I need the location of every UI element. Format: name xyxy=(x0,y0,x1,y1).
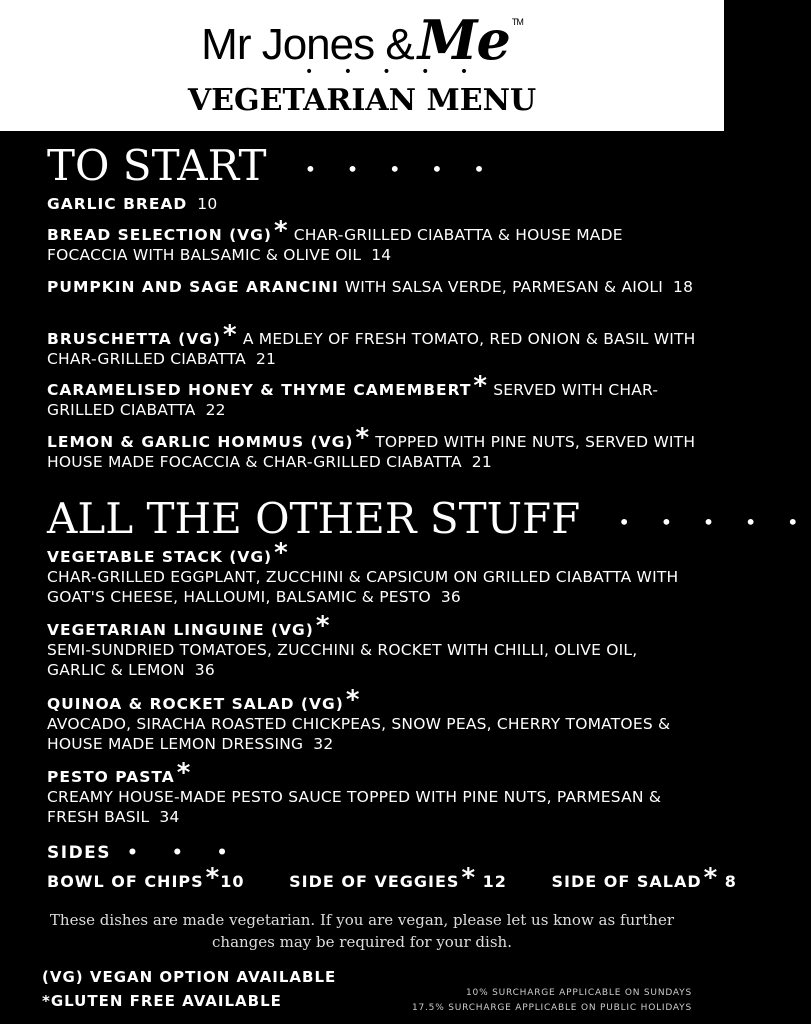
item-name: VEGETARIAN LINGUINE (VG) xyxy=(47,621,314,639)
item-name: PESTO PASTA xyxy=(47,768,175,786)
section-title-text: ALL THE OTHER STUFF xyxy=(47,494,581,543)
item-price: 32 xyxy=(313,735,334,753)
item-name: BRUSCHETTA (VG) xyxy=(47,330,222,348)
menu-item xyxy=(47,611,697,680)
menu-header xyxy=(0,0,724,131)
gluten-free-star: * xyxy=(473,371,488,401)
gluten-free-star: * xyxy=(315,611,330,641)
side-price: 8 xyxy=(724,872,737,891)
item-name: GARLIC BREAD xyxy=(47,195,188,213)
menu-item xyxy=(47,194,697,214)
menu-item xyxy=(47,277,697,297)
sides-list xyxy=(47,863,737,893)
surcharge-sundays: 10% SURCHARGE APPLICABLE ON SUNDAYS xyxy=(466,988,692,998)
item-name: CARAMELISED HONEY & THYME CAMEMBERT xyxy=(47,381,472,399)
gluten-free-star: * xyxy=(223,320,237,350)
item-price: 18 xyxy=(673,278,694,296)
gluten-free-star: * xyxy=(703,863,719,893)
item-price: 22 xyxy=(205,401,226,419)
trademark: TM xyxy=(511,17,523,27)
item-description: TOPPED WITH PINE NUTS, SERVED WITH HOUSE MADE FOCACCIA & CHAR-GRILLED CIABATTA xyxy=(47,433,696,471)
side-name: SIDE OF SALAD xyxy=(551,872,702,891)
item-price: 21 xyxy=(471,453,492,471)
surcharge-notice xyxy=(412,986,692,1016)
brand-name: Mr Jones & xyxy=(201,20,414,69)
item-description xyxy=(47,567,697,607)
side-item xyxy=(289,863,507,893)
sides-dots: • • • xyxy=(127,843,242,863)
item-price: 36 xyxy=(440,588,461,606)
item-description-text: AVOCADO, SIRACHA ROASTED CHICKPEAS, SNOW PEAS, CHERRY TOMATOES & HOUSE MADE LEMON DRESSING xyxy=(47,715,671,753)
item-name: VEGETABLE STACK (VG) xyxy=(47,548,273,566)
gluten-free-star: * xyxy=(205,863,221,893)
section-dots: • • • • • xyxy=(304,157,497,181)
gluten-free-star: * xyxy=(274,538,288,568)
gluten-free-star: * xyxy=(345,685,360,715)
item-description xyxy=(47,787,697,827)
sides-label: SIDES xyxy=(47,843,112,863)
gluten-free-star: * xyxy=(461,863,477,893)
item-description-text: SEMI-SUNDRIED TOMATOES, ZUCCHINI & ROCKET WITH CHILLI, OLIVE OIL, GARLIC & LEMON xyxy=(47,641,638,679)
menu-item xyxy=(47,538,697,607)
side-price: 10 xyxy=(220,872,245,891)
item-price: 21 xyxy=(255,350,277,368)
side-name: BOWL OF CHIPS xyxy=(47,872,204,891)
gluten-free-star: * xyxy=(273,216,288,246)
gluten-free-star: * xyxy=(176,758,191,788)
side-item xyxy=(47,863,245,893)
item-name: PUMPKIN AND SAGE ARANCINI xyxy=(47,278,339,296)
menu-item xyxy=(47,423,697,472)
menu-item xyxy=(47,320,697,369)
brand-dots: • • • • • xyxy=(305,64,482,80)
section-title-text: TO START xyxy=(47,141,267,190)
legend xyxy=(42,965,336,1013)
legend-vegan: (VG) VEGAN OPTION AVAILABLE xyxy=(42,968,337,986)
menu-item xyxy=(47,216,697,265)
item-price: 36 xyxy=(194,661,215,679)
brand-me: Me xyxy=(417,8,510,72)
item-price: 34 xyxy=(159,808,180,826)
section-title-other-stuff xyxy=(47,496,811,545)
item-description: A MEDLEY OF FRESH TOMATO, RED ONION & BASIL WITH CHAR-GRILLED CIABATTA xyxy=(47,330,696,368)
legend-gluten-free: *GLUTEN FREE AVAILABLE xyxy=(42,992,282,1010)
vegetarian-note: These dishes are made vegetarian. If you are vegan, please let us know as further changes may be required for your dish. xyxy=(49,911,675,951)
item-price: 14 xyxy=(371,246,392,264)
item-name: BREAD SELECTION (VG) xyxy=(47,226,272,244)
item-description-text: CREAMY HOUSE-MADE PESTO SAUCE TOPPED WITH PINE NUTS, PARMESAN & FRESH BASIL xyxy=(47,788,662,826)
item-name: QUINOA & ROCKET SALAD (VG) xyxy=(47,695,344,713)
side-price: 12 xyxy=(482,872,507,891)
side-name: SIDE OF VEGGIES xyxy=(289,872,460,891)
menu-title: VEGETARIAN MENU xyxy=(187,83,537,118)
gluten-free-star: * xyxy=(355,423,370,453)
menu-item xyxy=(47,371,697,420)
item-name: LEMON & GARLIC HOMMUS (VG) xyxy=(47,433,354,451)
side-item xyxy=(551,863,737,893)
sides-heading xyxy=(47,843,241,863)
menu-item xyxy=(47,758,697,827)
section-dots: • • • • • xyxy=(618,510,811,534)
item-price: 10 xyxy=(197,195,218,213)
surcharge-holidays: 17.5% SURCHARGE APPLICABLE ON PUBLIC HOLIDAYS xyxy=(411,1003,692,1013)
item-description xyxy=(47,640,697,680)
section-title-to-start xyxy=(47,143,497,192)
item-description: CHAR-GRILLED CIABATTA & HOUSE MADE FOCACCIA WITH BALSAMIC & OLIVE OIL xyxy=(47,226,623,264)
menu-item xyxy=(47,685,697,754)
item-description: SERVED WITH CHAR-GRILLED CIABATTA xyxy=(47,381,659,419)
item-description xyxy=(47,714,697,754)
item-description: WITH SALSA VERDE, PARMESAN & AIOLI xyxy=(344,278,664,296)
item-description-text: CHAR-GRILLED EGGPLANT, ZUCCHINI & CAPSICUM ON GRILLED CIABATTA WITH GOAT'S CHEESE, HALLOUMI, BALSAMIC & PESTO xyxy=(47,568,679,606)
